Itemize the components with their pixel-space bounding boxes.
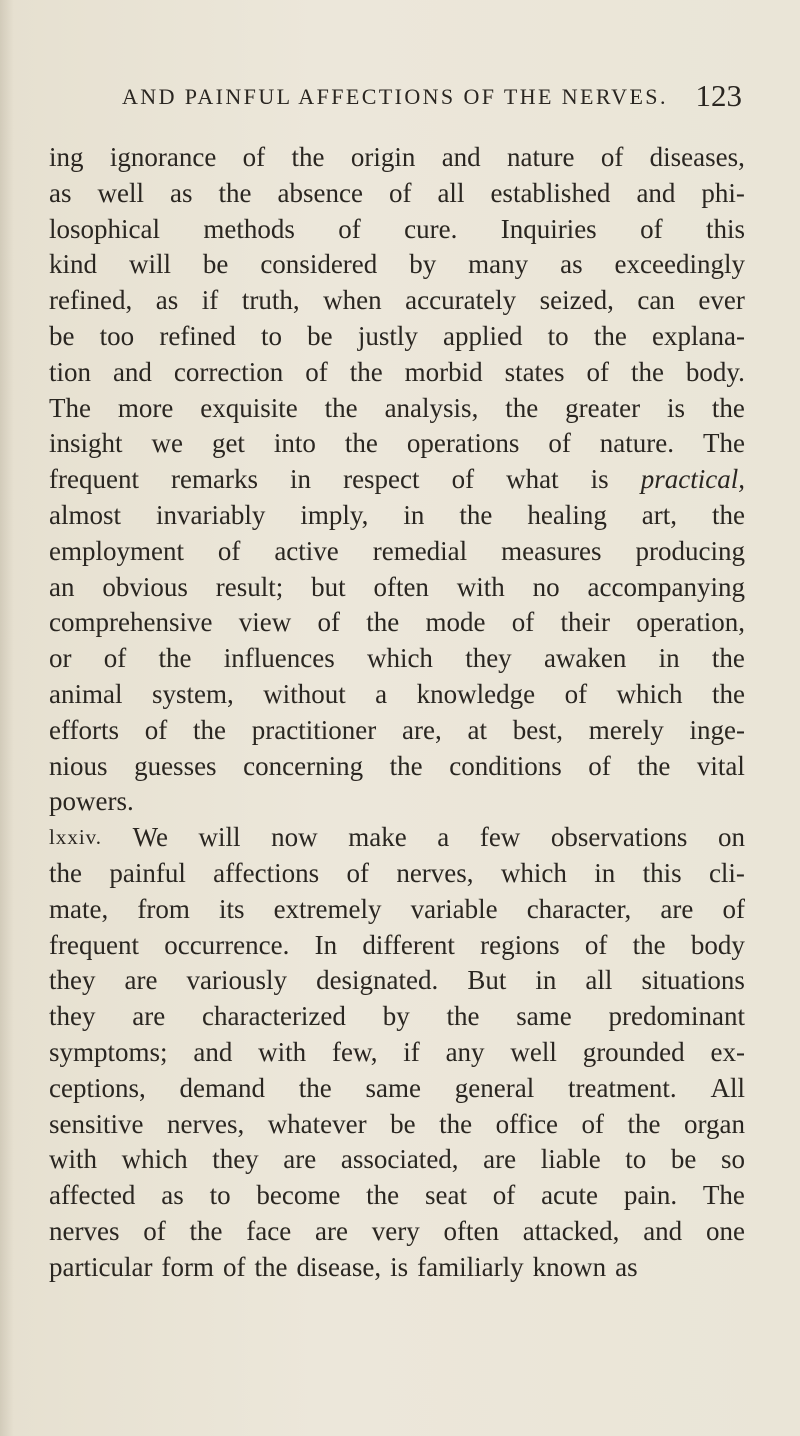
text-line: with which they are associated, are liable to be so — [49, 1144, 745, 1175]
running-head — [122, 78, 742, 113]
text-line: ing ignorance of the origin and nature of diseases, — [49, 142, 745, 172]
running-head-title: AND PAINFUL AFFECTIONS OF THE NERVES. — [122, 84, 668, 109]
page-edge-shadow — [0, 0, 14, 1436]
text-line: affected as to become the seat of acute pain. The — [49, 1180, 745, 1211]
body-text — [49, 140, 745, 1286]
text-line: efforts of the practitioner are, at best, merely inge- — [49, 714, 745, 745]
text-line: tion and correction of the morbid states of the body. — [49, 356, 745, 387]
text-line: almost invariably imply, in the healing art, the — [49, 499, 745, 530]
text-line: as well as the absence of all established and phi- — [49, 177, 745, 208]
text-line: lxxiv. We will now make a few observations on — [49, 822, 745, 853]
text-line: frequent occurrence. In different regions of the body — [49, 929, 745, 960]
text-line: The more exquisite the analysis, the greater is the — [49, 392, 745, 423]
text-line: ceptions, demand the same general treatment. All — [49, 1072, 745, 1103]
text-line: frequent remarks in respect of what is practical, — [49, 464, 745, 495]
text-line: mate, from its extremely variable character, are of — [49, 893, 745, 924]
text-line: kind will be considered by many as exceedingly — [49, 249, 745, 280]
text-line: sensitive nerves, whatever be the office of the organ — [49, 1108, 745, 1139]
text-line: powers. — [49, 786, 134, 817]
text-line: an obvious result; but often with no accompanying — [49, 571, 745, 602]
text-line: the painful affections of nerves, which in this cli- — [49, 857, 745, 888]
text-line: or of the influences which they awaken in the — [49, 643, 745, 674]
text-line: nerves of the face are very often attacked, and one — [49, 1215, 745, 1246]
text-line: be too refined to be justly applied to the explana- — [49, 320, 745, 351]
text-line: they are variously designated. But in all situations — [49, 965, 745, 996]
text-line: they are characterized by the same predominant — [49, 1001, 745, 1032]
text-line: employment of active remedial measures producing — [49, 535, 745, 566]
text-line: losophical methods of cure. Inquiries of this — [49, 213, 745, 244]
text-line: comprehensive view of the mode of their operation, — [49, 607, 745, 638]
text-line: insight we get into the operations of nature. The — [49, 428, 745, 459]
text-line: nious guesses concerning the conditions of the vital — [49, 750, 745, 781]
text-line: refined, as if truth, when accurately seized, can ever — [49, 285, 745, 316]
text-line: animal system, without a knowledge of which the — [49, 678, 745, 709]
page-number: 123 — [695, 78, 742, 113]
text-line: symptoms; and with few, if any well grounded ex- — [49, 1036, 745, 1067]
text-line: particular form of the disease, is familiarly known as — [49, 1251, 638, 1282]
